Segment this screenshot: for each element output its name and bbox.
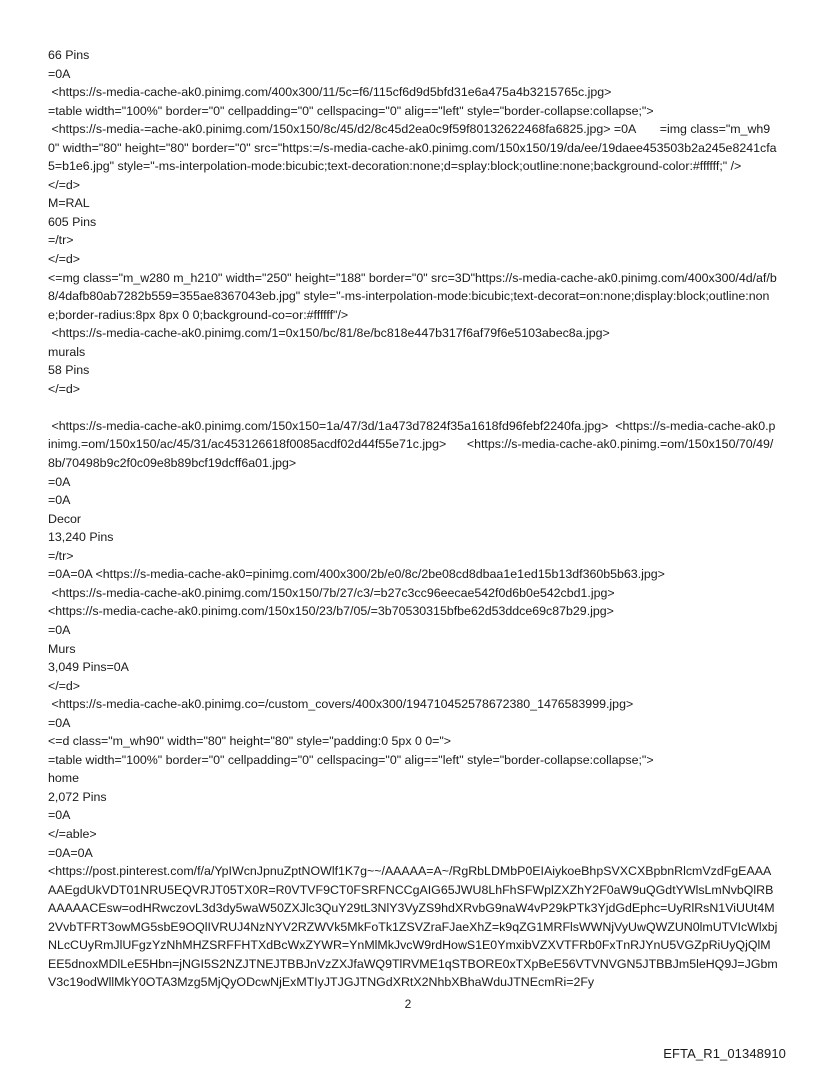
text-line: =table width="100%" border="0" cellpadding="0" cellspacing="0" alig=="left" style="border-collapse:collapse;"> bbox=[48, 752, 654, 767]
text-line: </=d> bbox=[48, 381, 81, 396]
text-line: =table width="100%" border="0" cellpadding="0" cellspacing="0" alig=="left" style="border-collapse:collapse;"> bbox=[48, 103, 654, 118]
text-line: </=d> bbox=[48, 252, 81, 267]
text-line: <https://s-media-cache-ak0.pinimg.com/400x300/11/5c=f6/115cf6d9d5bfd31e6a475a4b3215765c.jpg> bbox=[48, 85, 612, 100]
text-line: =0A bbox=[48, 493, 71, 508]
text-line: =0A=0A <https://s-media-cache-ak0=pinimg.com/400x300/2b/e0/8c/2be08cd8dbaa1e1ed15b13df360b5b63.jpg> bbox=[48, 567, 665, 582]
text-line: 3,049 Pins=0A bbox=[48, 660, 129, 675]
text-line: Murs bbox=[48, 641, 76, 656]
text-line: <https://s-media-=ache-ak0.pinimg.com/150x150/8c/45/d2/8c45d2ea0c9f59f80132622468fa6825.jpg> =0A =img class="m_wh90" width="80" height="80" border="0" src="https:=/s-media-cache-ak0.pinimg.com/150x150/19/da/ee/19daee453503b2a245e8241cfa5=b1e6.jpg" style="-ms-interpolation-mode:bicubic;text-decoration:none;d=splay:block;outline:none;background-color:#ffffff;" /> bbox=[48, 122, 777, 174]
text-line: 605 Pins bbox=[48, 214, 97, 229]
page-number: 2 bbox=[404, 997, 412, 1011]
text-line: home bbox=[48, 771, 79, 786]
text-line: Decor bbox=[48, 511, 82, 526]
text-line: <https://s-media-cache-ak0.pinimg.com/150x150=1a/47/3d/1a473d7824f35a1618fd96febf2240fa.jpg> <https://s-media-cache-ak0.pinimg.=om/150x150/ac/45/31/ac453126618f0085acdf02d44f55e71c.jpg> <https://s-media-cache-ak0.pinimg.=om/150x150/70/49/8b/70498b9c2f0c09e8b89bcf19dcff6a01.jpg> bbox=[48, 418, 776, 471]
text-line: <https://s-media-cache-ak0.pinimg.co=/custom_covers/400x300/194710452578672380_1476583999.jpg> bbox=[48, 697, 634, 712]
text-line: <=d class="m_wh90" width="80" height="80" style="padding:0 5px 0 0="> bbox=[48, 734, 452, 749]
text-line: =/tr> bbox=[48, 548, 74, 563]
text-line: <https://post.pinterest.com/f/a/YpIWcnJpnuZptNOWlf1K7g~~/AAAAA=A~/RgRbLDMbP0EIAiykoeBhpSVXCXBpbnRlcmVzdFgEAAAAAEgdUkVDT01NRU5EQVRJT05TX0R=R0VTVF9CT0FSRFNCCgAIG65JWU8LhFhSFWplZXZhY2F0aW9uQGdtYWlsLmNvbQlRBAAAAACEsw=odHRwczovL3d3dy5waW50ZXJlc3QuY29tL3NlY3VyZS9hdXRvbG9naW4vP29kPTk3YjdGdEphc=UyRlRsN1ViUUt4M2VvbTFRT3owMG5sbE9OQlIVRUJ4NzNYV2RZWVk5MkFoTk1ZSVZraFJaeXhZ=k9qZG1MRFlsWWNjVyUwQWZUN0lmUTVIcWlxbjNLcCUyRmJlUFgzYzNhMHZSRFFHTXdBcWxZYWR=YnMlMkJvcW9rdHowS1E0YmxibVZXVTFRb0FxTnRJYnU5VGZpRiUyQjQlMEE5dnoxMDlLeE5Hbn=jNGI5S2NZJTNEJTBBJnVzZXJfaWQ9TlRVME1qSTBORE0xTXpBeE56VTVNVGN5JTBBJm5leHQ9J=JGbmV3c19odWllMkY0OTA3Mzg5MjQyODcwNjExMTIyJTJGJTNGdXRtX2NhbXBhaWduJTNEcmRi=2Fy bbox=[48, 864, 778, 990]
text-line: 2,072 Pins bbox=[48, 789, 107, 804]
text-line: </=able> bbox=[48, 826, 97, 841]
text-line: </=d> bbox=[48, 177, 81, 192]
document-id: EFTA_R1_01348910 bbox=[663, 1046, 786, 1061]
text-line: <https://s-media-cache-ak0.pinimg.com/1=0x150/bc/81/8e/bc818e447b317f6af79f6e5103abec8a.jpg> bbox=[48, 326, 610, 341]
text-line: murals bbox=[48, 344, 86, 359]
text-line: 58 Pins bbox=[48, 363, 90, 378]
text-line: <https://s-media-cache-ak0.pinimg.com/150x150/23/b7/05/=3b70530315bfbe62d53ddce69c87b29.jpg> bbox=[48, 604, 614, 619]
text-line: </=d> bbox=[48, 678, 81, 693]
text-line: 13,240 Pins bbox=[48, 530, 114, 545]
document-body bbox=[48, 46, 778, 992]
text-line: =0A bbox=[48, 715, 71, 730]
text-line: 66 Pins bbox=[48, 48, 90, 62]
blank-line bbox=[48, 398, 778, 417]
text-line: =0A=0A bbox=[48, 845, 93, 860]
text-line: M=RAL bbox=[48, 196, 90, 211]
text-line: <https://s-media-cache-ak0.pinimg.com/150x150/7b/27/c3/=b27c3cc96eecae542f0d6b0e542cbd1.jpg> bbox=[48, 585, 615, 600]
text-line: =0A bbox=[48, 66, 71, 81]
text-line: =0A bbox=[48, 474, 71, 489]
text-line: =/tr> bbox=[48, 233, 74, 248]
text-line: <=mg class="m_w280 m_h210" width="250" height="188" border="0" src=3D"https://s-media-cache-ak0.pinimg.com/400x300/4d/af/b8/4dafb80ab7282b559=355ae8367043eb.jpg" style="-ms-interpolation-mode:bicubic;text-decorat=on:none;display:block;outline:none;border-radius:8px 8px 0 0;background-co=or:#ffffff"/> bbox=[48, 270, 777, 322]
text-line: =0A bbox=[48, 622, 71, 637]
text-line: =0A bbox=[48, 808, 71, 823]
